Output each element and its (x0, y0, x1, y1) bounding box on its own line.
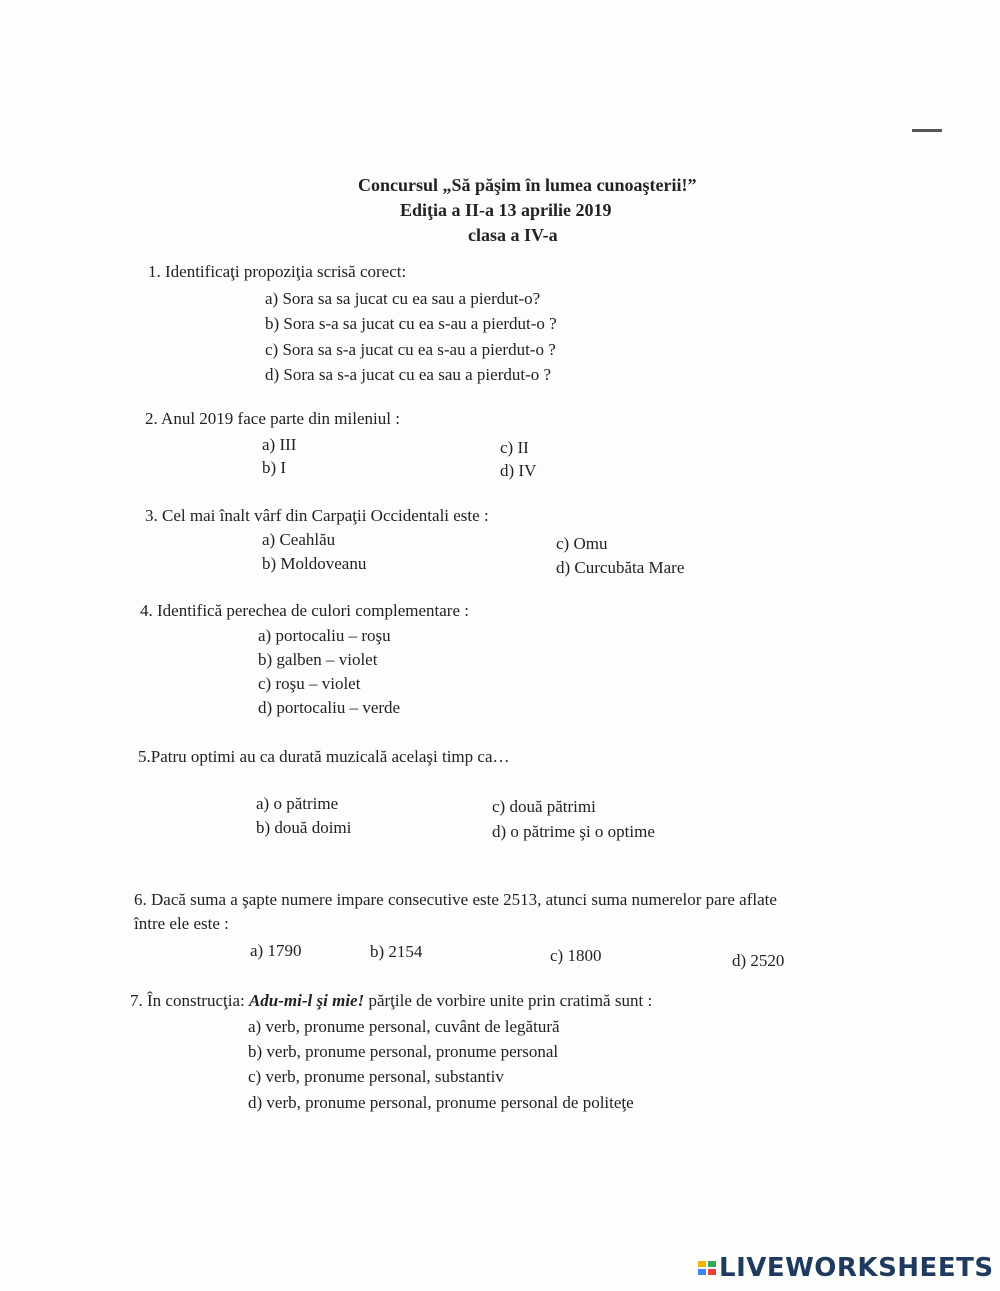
question-3: 3. Cel mai înalt vârf din Carpaţii Occidentali este : (145, 506, 489, 525)
q5-option-a[interactable]: a) o pătrime (256, 794, 339, 813)
q5-option-b[interactable]: b) două doimi (256, 818, 352, 837)
q1-option-d[interactable]: d) Sora sa s-a jucat cu ea sau a pierdut-o ? (265, 365, 552, 384)
q4-option-b[interactable]: b) galben – violet (258, 650, 378, 669)
q7-option-d[interactable]: d) verb, pronume personal, pronume personal de politeţe (248, 1093, 634, 1112)
q2-option-c[interactable]: c) II (500, 438, 529, 457)
question-7 (130, 991, 652, 1011)
q2-option-d[interactable]: d) IV (500, 461, 537, 480)
scan-mark (912, 129, 942, 132)
q7-option-c[interactable]: c) verb, pronume personal, substantiv (248, 1067, 504, 1086)
edition-line: Ediţia a II-a 13 aprilie 2019 (400, 200, 612, 220)
contest-title: Concursul „Să păşim în lumea cunoaşterii!” (358, 175, 697, 195)
q4-option-d[interactable]: d) portocaliu – verde (258, 698, 401, 717)
q1-option-c[interactable]: c) Sora sa s-a jucat cu ea s-au a pierdut-o ? (265, 340, 556, 359)
logo-icon (698, 1261, 716, 1275)
liveworksheets-logo[interactable] (698, 1251, 994, 1285)
question-7-rest: părţile de vorbire unite prin cratimă sunt : (364, 991, 653, 1010)
q3-option-b[interactable]: b) Moldoveanu (262, 554, 367, 573)
question-5: 5.Patru optimi au ca durată muzicală acelaşi timp ca… (138, 747, 510, 766)
q3-option-c[interactable]: c) Omu (556, 534, 608, 553)
q4-option-c[interactable]: c) roşu – violet (258, 674, 361, 693)
q2-option-a[interactable]: a) III (262, 435, 297, 454)
logo-square-4 (708, 1269, 716, 1275)
q5-option-d[interactable]: d) o pătrime şi o optime (492, 822, 655, 841)
question-4: 4. Identifică perechea de culori complementare : (140, 601, 469, 620)
logo-square-2 (708, 1261, 716, 1267)
q6-option-c[interactable]: c) 1800 (550, 946, 602, 965)
q3-option-a[interactable]: a) Ceahlău (262, 530, 336, 549)
q6-option-a[interactable]: a) 1790 (250, 941, 302, 960)
question-7-phrase: Adu-mi-l şi mie! (248, 991, 365, 1010)
logo-square-1 (698, 1261, 706, 1267)
question-6-continued: între ele este : (134, 914, 229, 933)
q1-option-a[interactable]: a) Sora sa sa jucat cu ea sau a pierdut-o? (265, 289, 541, 308)
q1-option-b[interactable]: b) Sora s-a sa jucat cu ea s-au a pierdut-o ? (265, 314, 557, 333)
logo-square-3 (698, 1269, 706, 1275)
question-7-intro: 7. În construcţia: (130, 991, 249, 1010)
q2-option-b[interactable]: b) I (262, 458, 287, 477)
q6-option-b[interactable]: b) 2154 (370, 942, 423, 961)
logo-text: LIVEWORKSHEETS (719, 1253, 994, 1283)
q5-option-c[interactable]: c) două pătrimi (492, 797, 596, 816)
q7-option-b[interactable]: b) verb, pronume personal, pronume personal (248, 1042, 559, 1061)
question-6: 6. Dacă suma a şapte numere impare consecutive este 2513, atunci suma numerelor pare aflate (134, 890, 777, 909)
class-line: clasa a IV-a (468, 225, 558, 245)
q3-option-d[interactable]: d) Curcubăta Mare (556, 558, 685, 577)
q7-option-a[interactable]: a) verb, pronume personal, cuvânt de legătură (248, 1017, 560, 1036)
q6-option-d[interactable]: d) 2520 (732, 951, 785, 970)
q4-option-a[interactable]: a) portocaliu – roşu (258, 626, 391, 645)
question-2: 2. Anul 2019 face parte din mileniul : (145, 409, 400, 428)
question-1: 1. Identificaţi propoziţia scrisă corect: (148, 262, 407, 281)
